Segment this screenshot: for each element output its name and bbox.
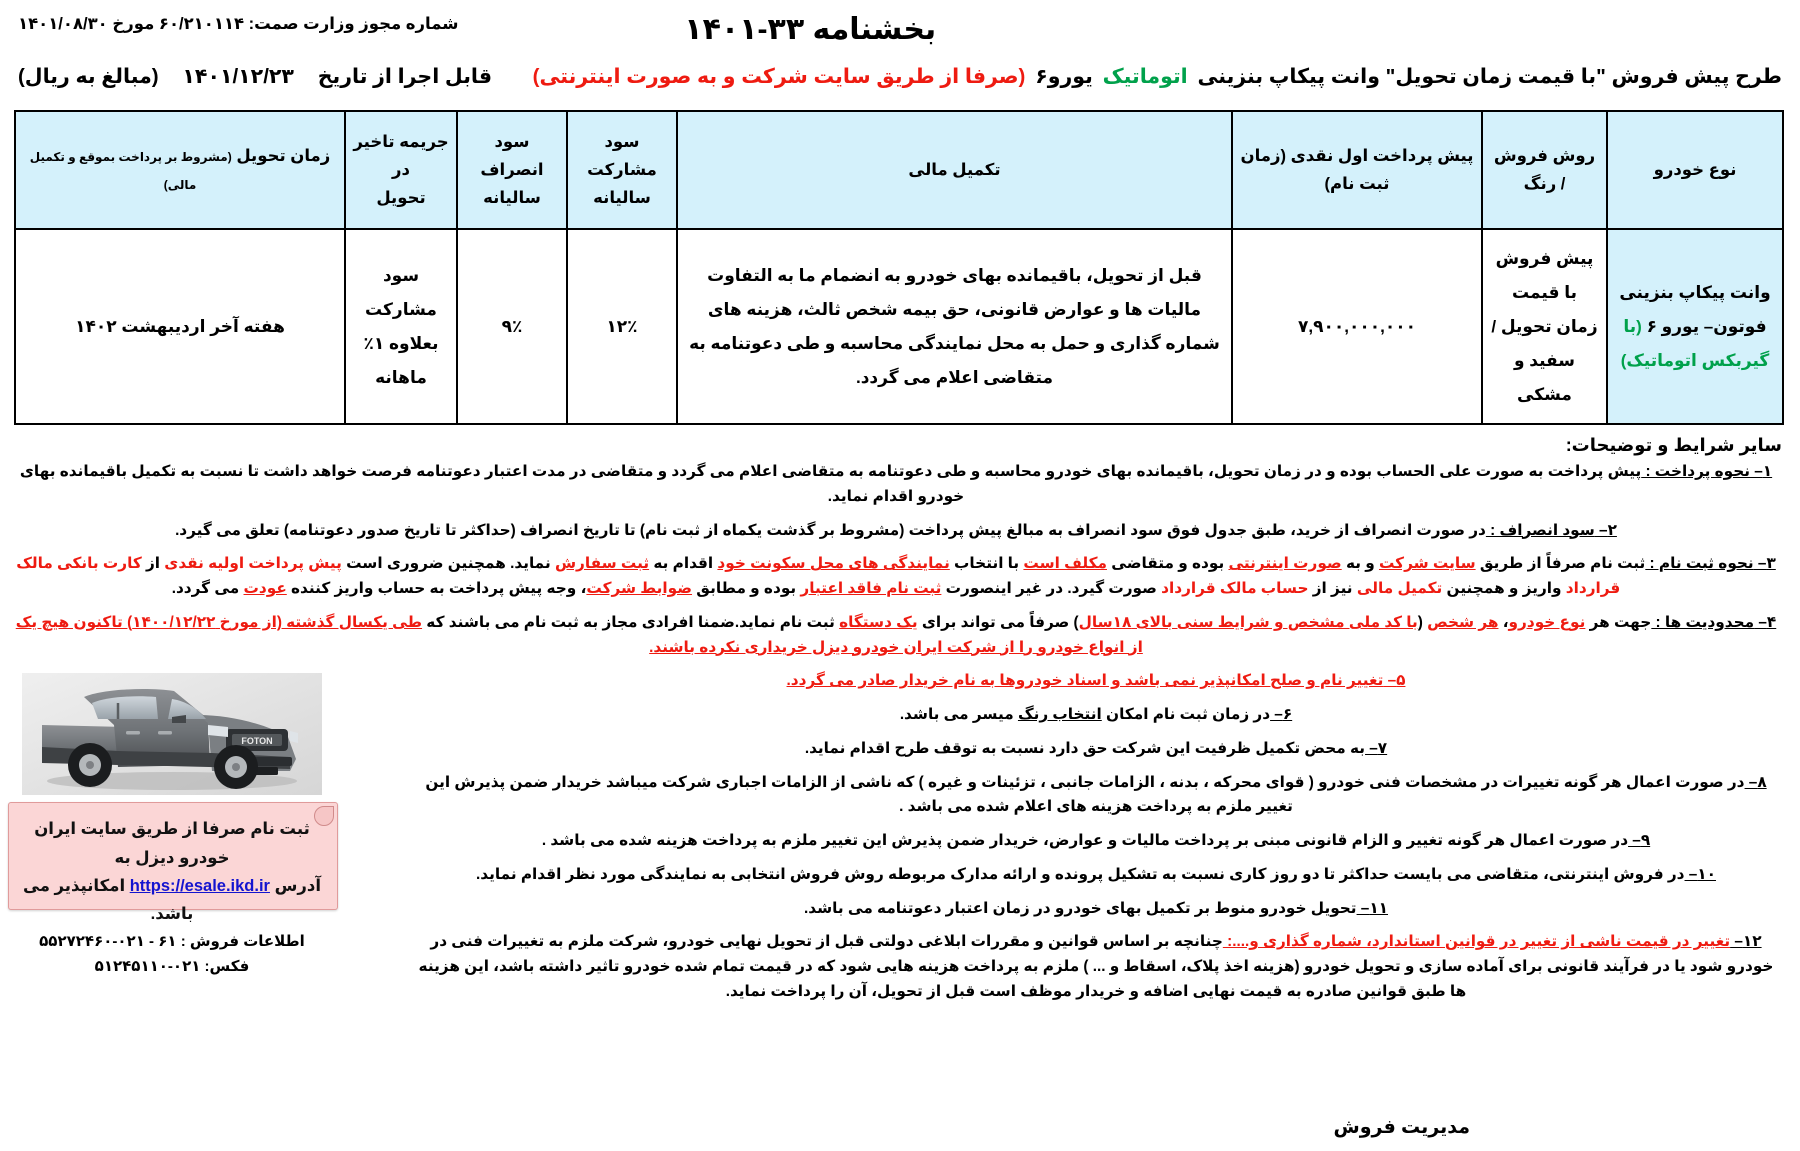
col-header-cancellation-profit [457,111,567,229]
table-row [15,229,1783,424]
note-line-1: ثبت نام صرفا از طریق سایت ایران خودرو دیزل به [34,820,310,867]
subtitle-automatic-word: اتوماتیک [1102,65,1188,88]
condition-text: در صورت اعمال هر گونه تغییر و الزام قانونی مبنی بر پرداخت مالیات و عوارض، خریدار ضمن پذیرش این تغییر ملزم به پرداخت هزینه شده می باشد . [541,832,1629,850]
condition-segment: ضوابط شرکت [586,580,693,598]
condition-number: ۱۲– [1730,933,1762,951]
offer-table [14,110,1784,425]
note-address-suffix: امکانپذیر می باشد. [23,877,194,924]
delay-penalty-line2: تحویل [376,189,426,208]
penalty-line2: بعلاوه ۱٪ [363,333,439,353]
conditions-heading: سایر شرایط و توضیحات: [1565,435,1782,455]
condition-segment: با انتخاب [949,555,1024,573]
effective-date-value: ۱۴۰۱/۱۲/۲۳ [182,65,294,88]
sale-method-line2: زمان تحویل / [1491,316,1598,336]
car-type-line1: وانت پیکاپ بنزینی [1619,282,1771,302]
signature-block: مدیریت فروش [1333,1117,1470,1138]
condition-item [410,863,1782,888]
participation-profit-line1: سود مشارکت [587,132,657,179]
condition-number: ۱۱– [1356,899,1389,917]
col-header-financial-completion: تکمیل مالی [677,111,1232,229]
condition-number: ۶– [1270,706,1293,724]
condition-segment: ثبت نام نماید.ضمنا افرادی مجاز به ثبت نام می باشند که [422,613,840,631]
condition-segment: ثبت سفارش [554,555,650,573]
condition-segment: بوده و مطابق [692,580,801,598]
cell-first-prepayment: ۷,۹۰۰,۰۰۰,۰۰۰ [1232,229,1482,424]
condition-segment: نیز از [1308,580,1357,598]
condition-segment: انتخاب رنگ [1017,706,1102,724]
table-header-row [15,111,1783,229]
col-header-delivery-time [15,111,345,229]
car-type-line2 [1615,310,1775,344]
condition-item [410,897,1782,922]
col-header-sale-method: روش فروش / رنگ [1482,111,1607,229]
svg-text:FOTON: FOTON [241,736,273,747]
cell-financial-completion: قبل از تحویل، باقیمانده بهای خودرو به انضمام ما به التفاوت مالیات ها و عوارض قانونی، حق بیمه شخص ثالث، هزینه های شماره گذاری و حمل به محل نمایندگی محاسبه و طی دعوتنامه به متقاضی اعلام می گردد. [677,229,1232,424]
subtitle-part2: یورو۶ [1035,65,1093,88]
document-header [0,0,1800,58]
condition-text: چنانچه بر اساس قوانین و مقررات ابلاغی دولتی قبل از تحویل نهایی خودرو، شرکت ملزم به تغییرات فنی در خودرو شود یا در فرآیند قانونی برای آماده سازی و تحویل خودرو (هزینه اخذ پلاک، اسقاط و ... ) ملزم به پرداخت هزینه هایی شود که در قیمت تمام شده خودرو تاثیر داشته باشد، این هزینه ها طبق قوانین صادره به قیمت نهایی اضافه و خریدار موظف است قبل از تحویل، آن را پرداخت نماید. [418,933,1774,1001]
condition-number: ۸– [1744,773,1767,791]
ministry-permit-number: شماره مجوز وزارت صمت: ۶۰/۲۱۰۱۱۴ مورخ ۱۴۰۱/۰۸/۳۰ [18,15,459,33]
cell-delivery-time: هفته آخر اردیبهشت ۱۴۰۲ [15,229,345,424]
condition-segment: صورت گیرد. در غیر اینصورت [941,580,1162,598]
note-line-2 [23,872,321,929]
condition-segment: ، [1498,613,1509,631]
condition-segment: با کد ملی مشخص و شرایط سنی بالای ۱۸سال [1078,613,1418,631]
condition-segment: پیش پرداخت اولیه نقدی [164,555,342,573]
sales-contact-info: اطلاعات فروش : ۶۱ - ۰۲۱-۵۵۲۷۲۴۶۰ فکس: ۰۲۱-۵۱۲۴۵۱۱۰ [39,932,305,976]
condition-segment: حساب مالک قرارداد [1161,580,1309,598]
condition-segment: نوع خودرو [1508,613,1586,631]
condition-item [10,552,1782,602]
condition-item [410,829,1782,854]
condition-number: ۵– [1383,672,1406,690]
effective-date-label: قابل اجرا از تاریخ [317,65,493,88]
condition-segment: از [141,555,165,573]
vehicle-photo [22,673,322,795]
condition-segment: اقدام به [649,555,718,573]
condition-number: ۷– [1365,739,1388,757]
page-title: بخشنامه ۳۳-۱۴۰۱ [684,13,937,46]
condition-segment: ، وجه پیش پرداخت به حساب واریز کننده [286,580,587,598]
cell-participation-profit: ۱۲٪ [567,229,677,424]
offer-table-wrapper [0,110,1800,425]
participation-profit-line2: سالیانه [593,189,651,208]
condition-segment: نمایندگی های محل سکونت خود [717,555,950,573]
condition-title: نحوه ثبت نام : [1645,555,1754,573]
delivery-time-label: زمان تحویل [236,146,331,165]
condition-segment: مکلف است [1023,555,1107,573]
condition-segment: واریز و همچنین [1442,580,1566,598]
condition-segment: کارت بانکی مالک قرارداد [16,555,1621,598]
subtitle-internet-note: (صرفا از طریق سایت شرکت و به صورت اینترنتی) [532,65,1026,88]
condition-number: ۱۰– [1684,865,1716,883]
currency-note: (مبالغ به ریال) [17,65,159,88]
cell-sale-method [1482,229,1607,424]
penalty-line3: ماهانه [375,367,427,387]
condition-item [10,460,1782,510]
condition-text: در صورت انصراف از خرید، طبق جدول فوق سود انصراف به مبالغ پیش پرداخت (مشروط بر گذشت یکماه از ثبت نام) تا تاریخ انصراف (حداکثر تا تاریخ صدور دعوتنامه) تعلق می گیرد. [175,521,1486,539]
cancellation-profit-line1: سود انصراف [480,132,544,179]
conditions-lower-block [0,669,1800,1004]
condition-number: ۲– [1594,521,1617,539]
note-address-label: آدرس [274,877,321,896]
registration-site-link[interactable]: https://esale.ikd.ir [129,877,270,896]
registration-info-note [8,802,338,976]
condition-item [410,737,1782,762]
condition-segment: در زمان ثبت نام امکان [1101,706,1271,724]
car-model-name: فوتون– یورو ۶ [1646,316,1767,336]
delivery-time-condition: (مشروط بر پرداخت بموقع و تکمیل مالی) [29,149,232,192]
condition-text: در فروش اینترنتی، متقاضی می بایست حداکثر تا دو روز کاری نسبت به تشکیل پرونده و ارائه مدارک مربوطه روش فروش انتخابی به نمایندگی مورد نظر اقدام نماید. [476,865,1685,883]
condition-title: نحوه پرداخت : [1641,463,1751,480]
condition-number: ۹– [1628,832,1651,850]
subtitle-bar [0,58,1800,106]
cell-car-type [1607,229,1783,424]
condition-segment: یک دستگاه [839,613,918,631]
condition-segment: طی یکسال گذشته (از مورخ ۱۴۰۰/۱۲/۲۲) [127,613,423,631]
condition-segment: ( [1417,613,1428,631]
condition-segment: و به [1341,555,1379,573]
condition-item [410,930,1782,1004]
condition-segment: ثبت نام صرفاً از طریق [1475,555,1646,573]
condition-item [410,703,1782,728]
col-header-car-type: نوع خودرو [1607,111,1783,229]
col-header-delay-penalty [345,111,457,229]
condition-text: در صورت اعمال هر گونه تغییرات در مشخصات فنی خودرو ( قوای محرکه ، بدنه ، الزامات جانبی ، تزئینات و غیره ) که ناشی از الزامات اجباری شرکت میباشد خریدار ضمن پذیرش این تغییر ملزم به پرداخت هزینه های اعلام شده می باشد . [425,773,1745,816]
condition-segment: میسر می باشد. [899,706,1018,724]
subtitle-part1: طرح پیش فروش "با قیمت زمان تحویل" وانت پیکاپ بنزینی [1197,65,1782,88]
condition-segment: ) صرفاً می تواند برای [917,613,1079,631]
condition-title: محدودیت ها : [1651,613,1755,631]
condition-item [10,519,1782,544]
condition-item [10,611,1782,661]
condition-title: سود انصراف : [1485,521,1595,539]
car-gearbox-note: گیربکس اتوماتیک) [1620,350,1770,370]
condition-number: ۱– [1750,463,1773,480]
condition-segment: عودت [243,580,287,598]
condition-segment: هر شخص [1427,613,1499,631]
condition-segment: تکمیل مالی [1356,580,1443,598]
condition-segment: نماید. همچنین ضروری است [341,555,555,573]
condition-segment: صورت اینترنتی [1228,555,1342,573]
condition-item [410,669,1782,694]
penalty-line1: سود مشارکت [365,265,437,319]
condition-segment: سایت شرکت [1378,555,1476,573]
condition-segment: تاکنون هیچ یک از انواع خودرو را از شرکت ایران خودرو دیزل خریداری نکرده باشند. [15,613,1143,656]
col-header-first-prepayment: پیش پرداخت اول نقدی (زمان ثبت نام) [1232,111,1482,229]
foton-pickup-illustration [22,673,322,795]
car-gearbox-note-open: (با [1623,316,1642,336]
condition-segment: جهت هر [1585,613,1652,631]
condition-text: تغییر نام و صلح امکانپذیر نمی باشد و اسناد خودروها به نام خریدار صادر می گردد. [786,672,1384,690]
sale-method-line1: پیش فروش با قیمت [1495,248,1594,302]
condition-text: تحویل خودرو منوط بر تکمیل بهای خودرو در زمان اعتبار دعوتنامه می باشد. [803,899,1357,917]
condition-text: پیش پرداخت به صورت علی الحساب بوده و در زمان تحویل، باقیمانده بهای خودرو محاسبه و طی دعوتنامه به متقاضی اعلام می گردد و متقاضی در مدت اعتبار دعوتنامه فرصت خواهد داشت تا نسبت به تکمیل باقیمانده بهای خودرو اقدام نماید. [19,463,1642,505]
cell-cancellation-profit: ۹٪ [457,229,567,424]
condition-number: ۴– [1754,613,1777,631]
cell-delay-penalty [345,229,457,424]
conditions-list-upper [0,460,1800,660]
condition-item [410,771,1782,821]
condition-text: به محض تکمیل ظرفیت این شرکت حق دارد نسبت به توقف طرح اقدام نماید. [804,739,1366,757]
condition-segment: بوده و متقاضی [1106,555,1229,573]
delay-penalty-line1: جریمه تاخیر در [353,132,449,179]
condition-segment: می گردد. [171,580,244,598]
condition-segment: ثبت نام فاقد اعتبار [800,580,942,598]
col-header-participation-profit [567,111,677,229]
sale-method-colors: سفید و مشکی [1513,350,1575,404]
cancellation-profit-line2: سالیانه [483,189,541,208]
condition-title: تغییر در قیمت ناشی از تغییر در قوانین استاندارد، شماره گذاری و....: [1222,933,1731,951]
condition-number: ۳– [1753,555,1776,573]
